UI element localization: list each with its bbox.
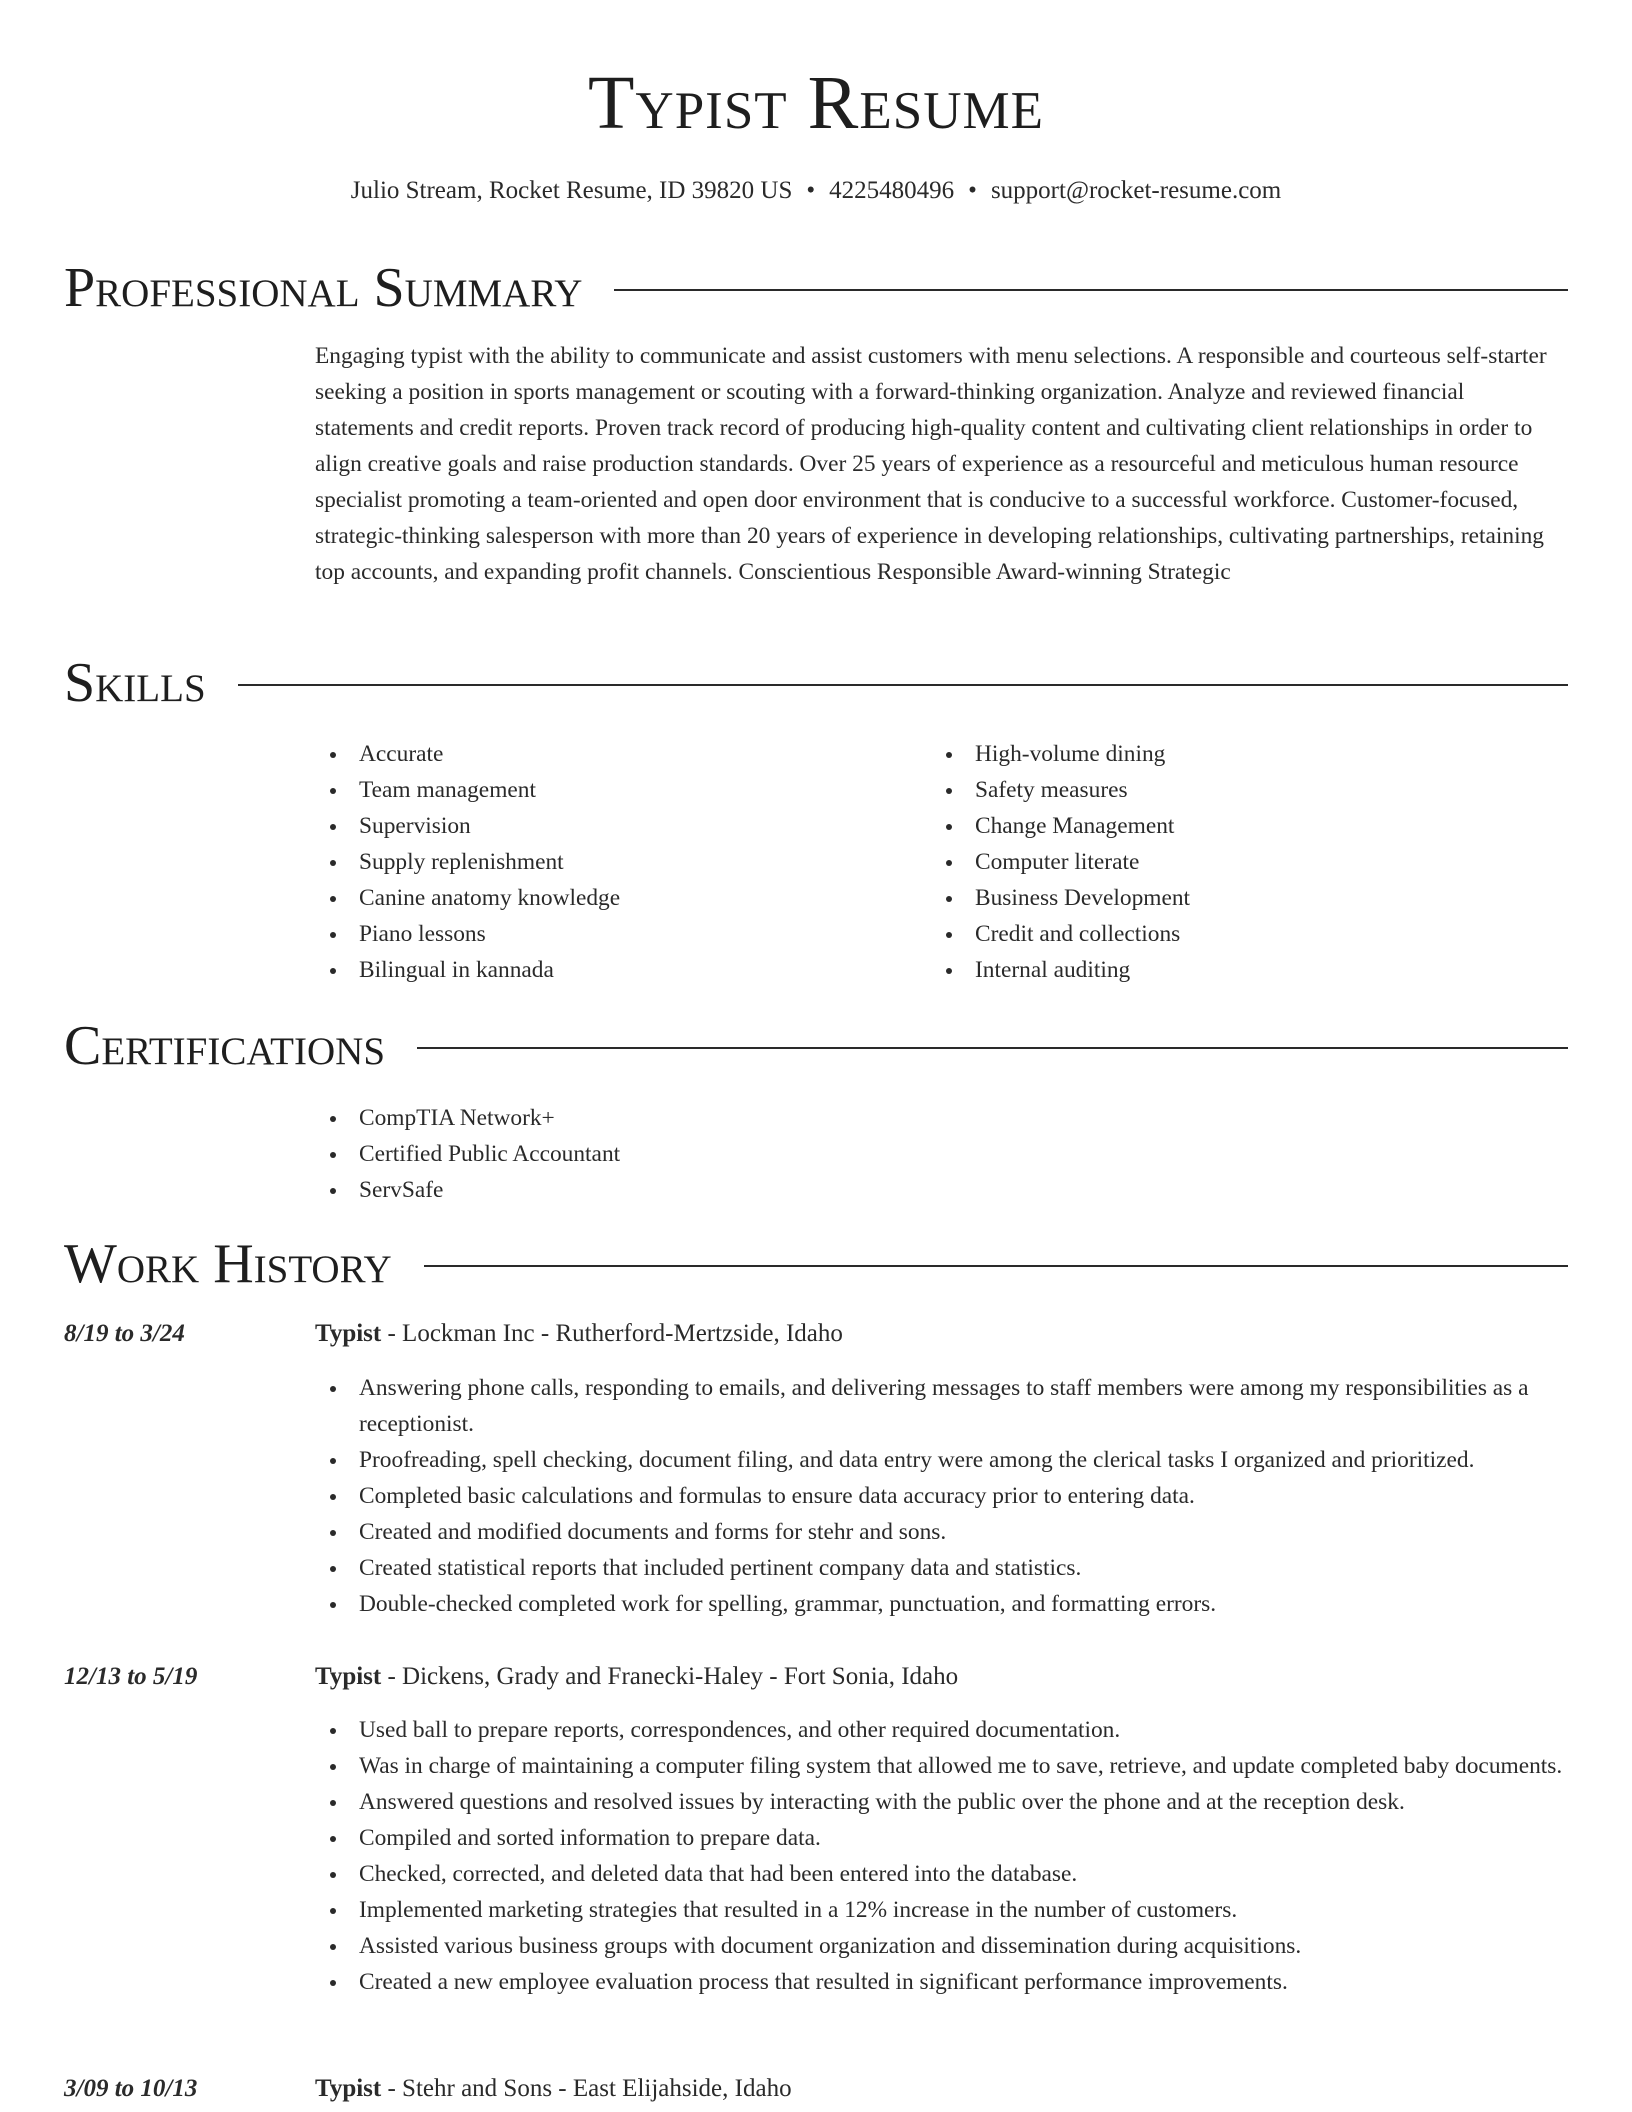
contact-email: support@rocket-resume.com: [990, 177, 1282, 204]
job-bullet: Checked, corrected, and deleted data that had been entered into the database.: [315, 1856, 1568, 1892]
section-divider: [238, 684, 1568, 686]
section-divider: [417, 1047, 1568, 1049]
section-heading-skills: [64, 651, 1568, 715]
summary-text: Engaging typist with the ability to communicate and assist customers with menu selections. A responsible and courteous self-starter seeking a position in sports management or scouting with a forward-thinking organization. Analyze and reviewed financial statements and credit reports. Proven track record of producing high-quality content and cultivating client relationships in order to align creative goals and raise production standards. Over 25 years of experience as a resourceful and meticulous human resource specialist promoting a team-oriented and open door environment that is conducive to a successful workforce. Customer-focused, strategic-thinking salesperson with more than 20 years of experience in developing relationships, cultivating partnerships, retaining top accounts, and expanding profit channels. Conscientious Responsible Award-winning Strategic: [315, 343, 1547, 585]
skill-item: Team management: [315, 772, 915, 808]
job-bullet: Answered questions and resolved issues by interacting with the public over the phone and at the reception desk.: [315, 1784, 1568, 1820]
skill-item: High-volume dining: [931, 736, 1531, 772]
skill-item: Change Management: [931, 808, 1531, 844]
skill-item: Supply replenishment: [315, 844, 915, 880]
job-bullet: Was in charge of maintaining a computer filing system that allowed me to save, retrieve, and update completed baby documents.: [315, 1748, 1568, 1784]
certifications-list: [315, 1100, 1115, 1208]
job-bullet: Created and modified documents and forms for stehr and sons.: [315, 1514, 1568, 1550]
skill-item: Safety measures: [931, 772, 1531, 808]
job-details: - Dickens, Grady and Franecki-Haley - Fort Sonia, Idaho: [381, 1663, 959, 1690]
job-bullet: Created a new employee evaluation process that resulted in significant performance improvements.: [315, 1964, 1568, 2000]
job-bullet: Double-checked completed work for spelling, grammar, punctuation, and formatting errors.: [315, 1586, 1568, 1622]
skill-item: Internal auditing: [931, 952, 1531, 988]
skills-list-left: [315, 736, 915, 988]
contact-separator: •: [968, 177, 977, 204]
skill-item: Supervision: [315, 808, 915, 844]
skill-item: Piano lessons: [315, 916, 915, 952]
section-heading-certifications: [64, 1014, 1568, 1078]
skill-item: Computer literate: [931, 844, 1531, 880]
skill-item: Bilingual in kannada: [315, 952, 915, 988]
section-divider: [424, 1265, 1568, 1267]
section-heading-summary: [64, 256, 1568, 320]
skill-item: Business Development: [931, 880, 1531, 916]
resume-title: Typist Resume: [588, 61, 1044, 145]
job-dates: 8/19 to 3/24: [64, 1320, 185, 1347]
job-responsibilities: [315, 1370, 1568, 1622]
job-title-line: [315, 2071, 792, 2107]
certification-item: ServSafe: [315, 1172, 1115, 1208]
job-bullet: Answering phone calls, responding to emails, and delivering messages to staff members were among my responsibilities as a receptionist.: [315, 1370, 1568, 1442]
skill-item: Canine anatomy knowledge: [315, 880, 915, 916]
job-bullet: Compiled and sorted information to prepare data.: [315, 1820, 1568, 1856]
job-details: - Stehr and Sons - East Elijahside, Idaho: [381, 2075, 792, 2102]
job-role: Typist: [315, 1320, 382, 1347]
contact-separator: •: [806, 177, 816, 204]
section-divider: [614, 289, 1568, 291]
contact-address: Julio Stream, Rocket Resume, ID 39820 US: [350, 177, 793, 204]
section-heading-text: Certifications: [64, 1015, 386, 1077]
skill-item: Credit and collections: [931, 916, 1531, 952]
job-bullet: Proofreading, spell checking, document filing, and data entry were among the clerical tasks I organized and prioritized.: [315, 1442, 1568, 1478]
contact-line: [0, 176, 1632, 206]
job-bullet: Created statistical reports that included pertinent company data and statistics.: [315, 1550, 1568, 1586]
section-heading-text: Professional Summary: [64, 257, 583, 319]
job-details: - Lockman Inc - Rutherford-Mertzside, Idaho: [381, 1320, 843, 1347]
contact-phone: 4225480496: [829, 177, 955, 204]
job-title-line: [315, 1316, 843, 1352]
job-bullet: Assisted various business groups with document organization and dissemination during acquisitions.: [315, 1928, 1568, 1964]
job-title-line: [315, 1659, 958, 1695]
job-bullet: Completed basic calculations and formulas to ensure data accuracy prior to entering data.: [315, 1478, 1568, 1514]
job-role: Typist: [315, 1663, 382, 1690]
job-dates: 3/09 to 10/13: [64, 2075, 198, 2102]
job-dates: 12/13 to 5/19: [64, 1663, 198, 1690]
certification-item: CompTIA Network+: [315, 1100, 1115, 1136]
skills-list-right: [931, 736, 1531, 988]
skill-item: Accurate: [315, 736, 915, 772]
job-responsibilities: [315, 1712, 1568, 2000]
job-role: Typist: [315, 2075, 382, 2102]
section-heading-work-history: [64, 1232, 1568, 1296]
section-heading-text: Work History: [64, 1233, 392, 1295]
job-bullet: Used ball to prepare reports, correspondences, and other required documentation.: [315, 1712, 1568, 1748]
certification-item: Certified Public Accountant: [315, 1136, 1115, 1172]
job-bullet: Implemented marketing strategies that resulted in a 12% increase in the number of customers.: [315, 1892, 1568, 1928]
section-heading-text: Skills: [64, 652, 206, 714]
